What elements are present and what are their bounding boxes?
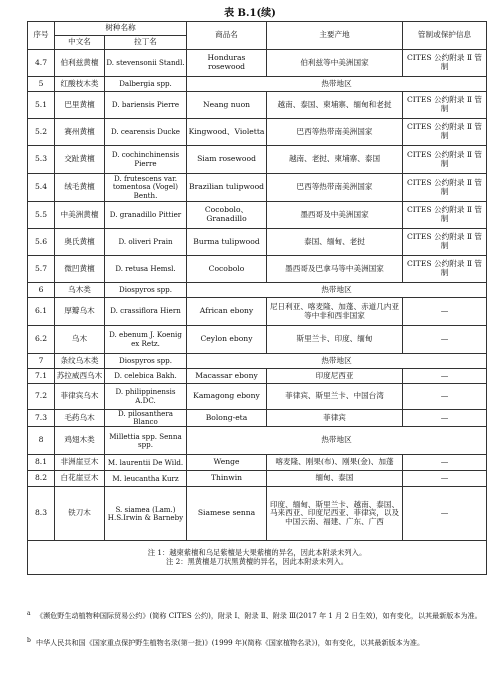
table-row: 8 鸡翅木类 Millettia spp. Senna spp. 热带地区 [28,427,487,455]
header-latin-name: 拉丁名 [105,36,187,50]
table-row: 5.5 中美洲黄檀 D. granadillo Pittier Cocobolo、Granadillo 墨西哥及中美洲国家 CITES 公约附录 Ⅱ 管制 [28,202,487,229]
table-row: 4.7 伯利兹黄檀 D. stevensonii Standl. Honduras rosewood 伯利兹等中美洲国家 CITES 公约附录 Ⅱ 管制 [28,50,487,77]
table-row: 7.3 毛药乌木 D. pilosanthera Blanco Bolong-eta 菲律宾 — [28,410,487,427]
table-row: 5.7 微凹黄檀 D. retusa Hemsl. Cocobolo 墨西哥及巴拿马等中美洲国家 CITES 公约附录 Ⅱ 管制 [28,256,487,283]
table-row: 6.1 厚瓣乌木 D. crassiflora Hiern African ebony 尼日利亚、喀麦隆、加蓬、赤道几内亚等中非和西非国家 — [28,298,487,326]
header-chinese-name: 中文名 [55,36,105,50]
table-row: 5.3 交趾黄檀 D. cochinchinensis Pierre Siam rosewood 越南、老挝、柬埔寨、泰国 CITES 公约附录 Ⅱ 管制 [28,146,487,174]
table-row: 7 条纹乌木类 Diospyros spp. 热带地区 [28,354,487,369]
header-origin: 主要产地 [267,22,403,50]
table-row: 8.3 铁刀木 S. siamea (Lam.) H.S.Irwin & Barneby Siamese senna 印度、缅甸、斯里兰卡、越南、泰国、马来西亚、印度尼西亚、菲律宾，以及中国云南、福建、广东、广西 — [28,487,487,541]
header-species-name: 树种名称 [55,22,187,36]
header-regulation: 管制或保护信息 [403,22,487,50]
header-no: 序号 [28,22,55,50]
note-1: 注 1：越柬紫檀和乌足紫檀是大果紫檀的异名，因此本附录未列入。 [147,548,367,558]
table-row: 5.6 奥氏黄檀 D. oliveri Prain Burma tulipwood 泰国、缅甸、老挝 CITES 公约附录 Ⅱ 管制 [28,229,487,256]
table-row: 7.2 菲律宾乌木 D. philippinensis A.DC. Kamagong ebony 菲律宾、斯里兰卡、中国台湾 — [28,384,487,410]
table-row: 8.2 白花崖豆木 M. leucantha Kurz Thinwin 缅甸、泰国 — [28,471,487,487]
table-row: 5 红酸枝木类 Dalbergia spp. 热带地区 [28,77,487,92]
table-notes-row [28,541,487,575]
table-row: 5.1 巴里黄檀 D. bariensis Pierre Neang nuon 越南、泰国、柬埔寨、缅甸和老挝 CITES 公约附录 Ⅱ 管制 [28,92,487,119]
table-row: 5.2 赛州黄檀 D. cearensis Ducke Kingwood、Violetta 巴西等热带南美洲国家 CITES 公约附录 Ⅱ 管制 [28,119,487,146]
table-row: 6 乌木类 Diospyros spp. 热带地区 [28,283,487,298]
note-2: 注 2：黑黄檀是刀状黑黄檀的异名，因此本附录未列入。 [165,556,349,566]
table-row: 8.1 非洲崖豆木 M. laurentii De Wild. Wenge 喀麦隆、刚果(布)、刚果(金)、加蓬 — [28,455,487,471]
species-table [27,21,487,575]
table-row: 6.2 乌木 D. ebenum J. Koenig ex Retz. Ceylon ebony 斯里兰卡、印度、缅甸 — [28,326,487,354]
table-row: 5.4 绒毛黄檀 D. frutescens var. tomentosa (Vogel) Benth. Brazilian tulipwood 巴西等热带南美洲国家 CITES 公约附录 Ⅱ 管制 [28,174,487,202]
header-trade-name: 商品名 [187,22,267,50]
footnote-a: a 《濒危野生动植物种国际贸易公约》(简称 CITES 公约)，附录 Ⅰ、附录 Ⅱ、附录 Ⅲ(2017 年 1 月 2 日生效)，如有变化，以其最新版本为准。 [27,610,482,620]
footnote-b: b 中华人民共和国《国家重点保护野生植物名录(第一批)》(1999 年)(简称《国家植物名录》)，如有变化，以其最新版本为准。 [27,637,425,647]
table-row: 7.1 苏拉威西乌木 D. celebica Bakh. Macassar ebony 印度尼西亚 — [28,369,487,384]
table-caption: 表 B.1(续) [224,8,276,19]
